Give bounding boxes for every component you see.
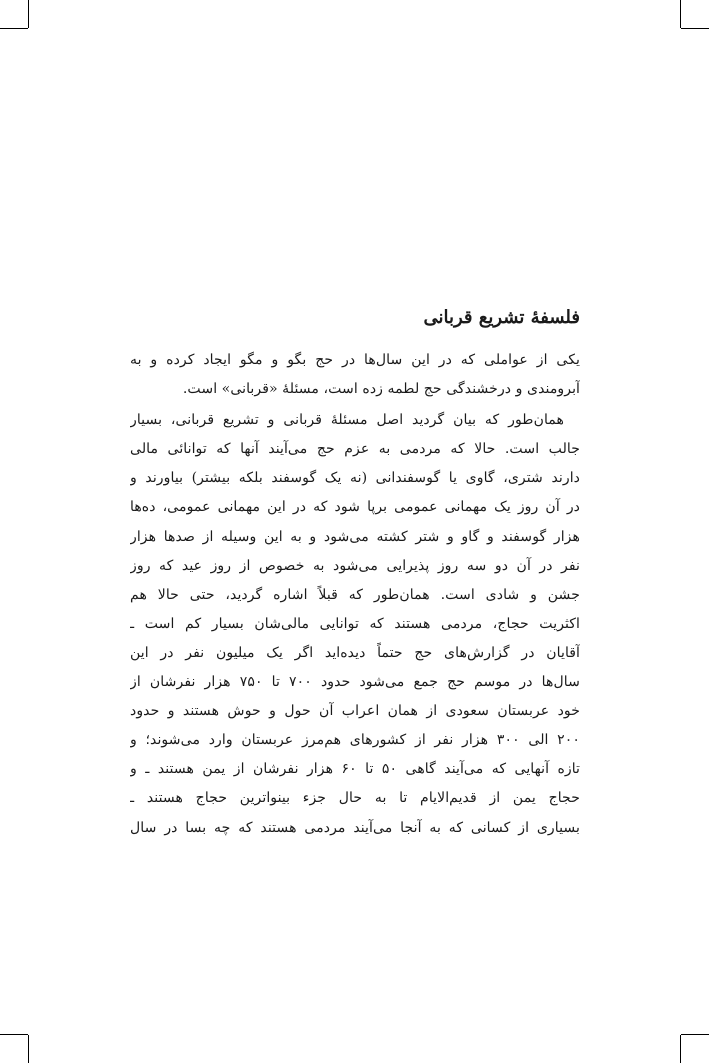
- text-line: دارند شتری، گاوی یا گوسفندانی (نه یک گوسفند بلکه بیشتر) بیاورند و: [130, 470, 580, 487]
- text-line: جالب است. حالا که مردمی به عزم حج می‌آیند آنها که توانائی مالی: [130, 441, 580, 458]
- crop-mark-bottom-left-horizontal: [0, 1034, 28, 1035]
- text-line: بسیاری از کسانی که به آنجا می‌آیند مردمی هستند که چه بسا در سال: [130, 819, 580, 836]
- text-line: هزار گوسفند و گاو و شتر کشته می‌شود و به این وسیله از صدها هزار: [130, 528, 580, 545]
- text-line: یکی از عواملی که در این سال‌ها در حج بگو و مگو ایجاد کرده و به: [130, 352, 580, 368]
- text-line: اکثریت حجاج، مردمی هستند که توانایی مالی‌شان بسیار کم است ـ: [130, 615, 580, 632]
- text-line: جشن و شادی است. همان‌طور که قبلاً اشاره گردید، حتی حالا هم: [130, 586, 580, 603]
- text-line: سال‌ها در موسم حج جمع می‌شود حدود ۷۰۰ تا ۷۵۰ هزار نفرشان از: [130, 674, 580, 691]
- crop-mark-bottom-right-vertical: [680, 1035, 681, 1063]
- text-line: در آن روز یک مهمانی عمومی برپا شود که در این مهمانی عمومی، ده‌ها: [130, 499, 580, 516]
- text-line: همان‌طور که بیان گردید اصل مسئلهٔ قربانی و تشریع قربانی، بسیار: [130, 412, 564, 429]
- paragraph-2: [130, 406, 580, 842]
- crop-mark-bottom-right-horizontal: [681, 1034, 709, 1035]
- text-line: ۲۰۰ الی ۳۰۰ هزار نفر از کشورهای هم‌مرز عربستان وارد می‌شوند؛ و: [130, 732, 580, 749]
- text-line: تازه آنهایی که می‌آیند گاهی ۵۰ تا ۶۰ هزار نفرشان از یمن هستند ـ و: [130, 761, 580, 778]
- crop-mark-top-left-horizontal: [0, 28, 28, 29]
- text-line: آبرومندی و درخشندگی حج لطمه زده است، مسئلهٔ «قربانی» است.: [182, 381, 580, 398]
- crop-mark-top-right-horizontal: [681, 28, 709, 29]
- text-line: آقایان در گزارش‌های حج حتماً دیده‌اید اگر یک میلیون نفر در این: [130, 644, 580, 661]
- crop-mark-top-right-vertical: [680, 0, 681, 28]
- crop-mark-top-left-vertical: [28, 0, 29, 28]
- text-line: خود عربستان سعودی از همان اعراب آن حول و حوش هستند و حدود: [130, 703, 580, 720]
- crop-mark-bottom-left-vertical: [28, 1035, 29, 1063]
- page-body: [130, 296, 580, 843]
- paragraph-1: [130, 346, 580, 404]
- text-line: حجاج یمن از قدیم‌الایام تا به حال جزء بینواترین حجاج هستند ـ: [130, 790, 580, 807]
- text-line: نفر در آن دو سه روز پذیرایی می‌شود به خصوص از روز عید که روز: [130, 557, 580, 574]
- section-heading: فلسفهٔ تشریع قربانی: [423, 307, 580, 328]
